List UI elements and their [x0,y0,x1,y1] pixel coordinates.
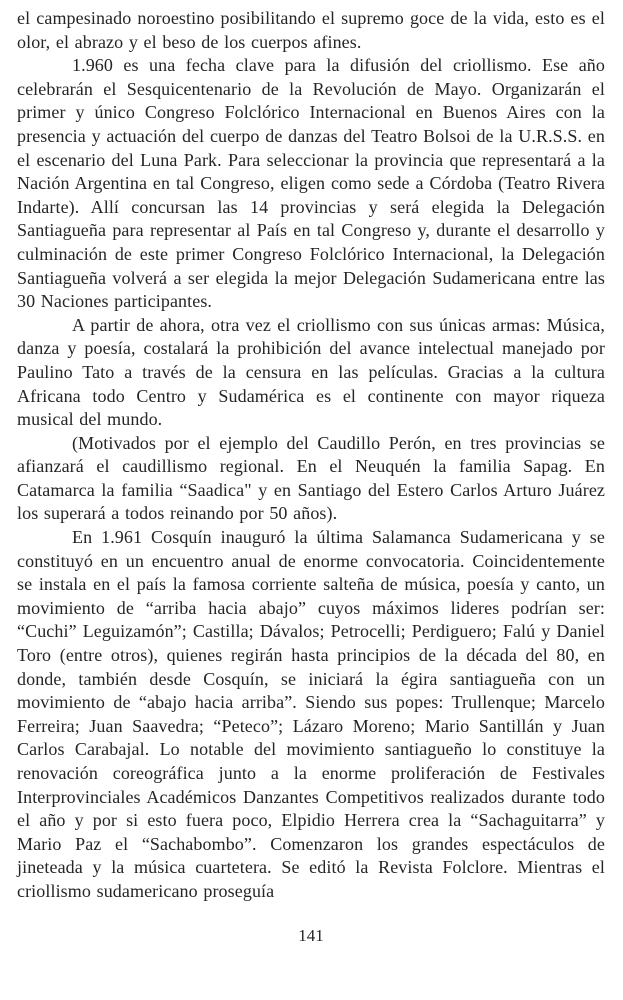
text-body [17,7,605,904]
paragraph: (Motivados por el ejemplo del Caudillo Perón, en tres provincias se afianzará el caudillismo regional. En el Neuquén la familia Sapag. En Catamarca la familia “Saadica" y en Santiago del Estero Carlos Arturo Juárez los superará a todos reinando por 50 años). [17,432,605,524]
page-number: 141 [298,925,324,945]
paragraph: En 1.961 Cosquín inauguró la última Salamanca Sudamericana y se constituyó en un encuentro anual de enorme convocatoria. Coincidentemente se instala en el país la famosa corriente salteña de música, poesía y canto, un movimiento de “arriba hacia abajo” cuyos máximos lideres podrían ser: “Cuchi” Leguizamón”; Castilla; Dávalos; Petrocelli; Perdiguero; Falú y Daniel Toro (entre otros), quienes regirán hasta principios de la década del 80, en donde, también desde Cosquín, se iniciará la égira santiagueña con un movimiento de “abajo hacia arriba”. Siendo sus popes: Trullenque; Marcelo Ferreira; Juan Saavedra; “Peteco”; Lázaro Moreno; Mario Santillán y Juan Carlos Carabajal. Lo notable del movimiento santiagueño lo constituye la renovación coreográfica junto a la enorme proliferación de Festivales Interprovinciales Académicos Danzantes Competitivos realizados durante todo el año y por si esto fuera poco, Elpidio Herrera crea la “Sachaguitarra” y Mario Paz el “Sachabombo”. Comenzaron los grandes espectáculos de jineteada y la música cuartetera. Se editó la Revista Folclore. Mientras el criollismo sudamericano proseguía [17,527,605,901]
paragraph: A partir de ahora, otra vez el criollismo con sus únicas armas: Música, danza y poesía, costalará la prohibición del avance intelectual manejado por Paulino Tato a través de la censura en las películas. Gracias a la cultura Africana todo Centro y Sudamérica es el continente con mayor riqueza musical del mundo. [17,314,605,430]
paragraph: el campesinado noroestino posibilitando el supremo goce de la vida, esto es el olor, el abrazo y el beso de los cuerpos afines. [17,8,605,52]
paragraph: 1.960 es una fecha clave para la difusión del criollismo. Ese año celebrarán el Sesquicentenario de la Revolución de Mayo. Organizarán el primer y único Congreso Folclórico Internacional en Buenos Aires con la presencia y actuación del cuerpo de danzas del Teatro Bolsoi de la U.R.S.S. en el escenario del Luna Park. Para seleccionar la provincia que representará a la Nación Argentina en tal Congreso, eligen como sede a Córdoba (Teatro Rivera Indarte). Allí concursan las 14 provincias y será elegida la Delegación Santiagueña para representar al País en tal Congreso y, durante el desarrollo y culminación de este primer Congreso Folclórico Internacional, la Delegación Santiagueña volverá a ser elegida la mejor Delegación Sudamericana entre las 30 Naciones participantes. [17,55,605,312]
page-footer [17,926,605,946]
